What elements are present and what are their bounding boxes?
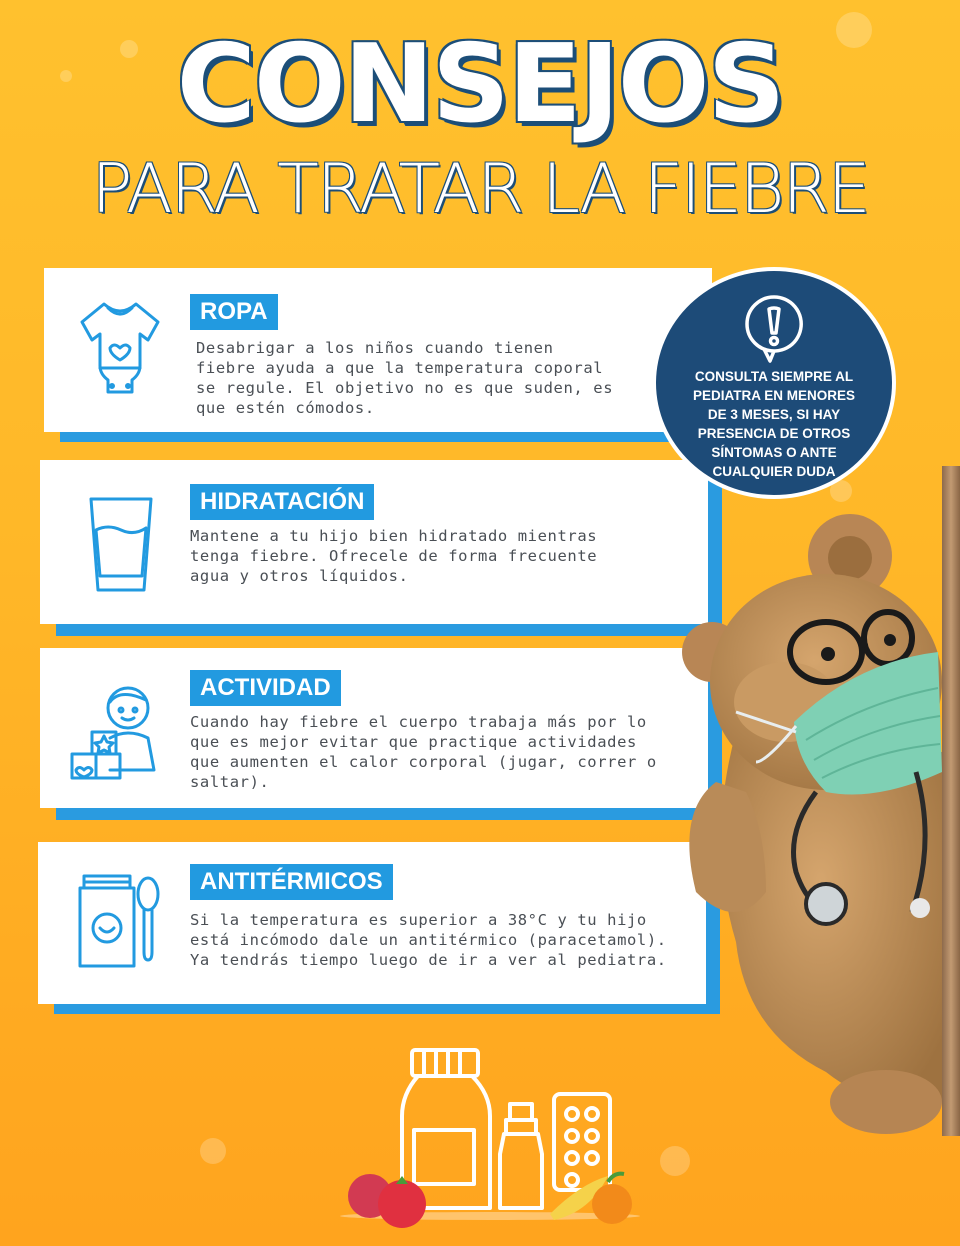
child-playing-blocks-icon xyxy=(70,680,164,788)
card-antitermicos xyxy=(38,842,706,1004)
onesie-icon xyxy=(78,300,162,402)
card-label: ACTIVIDAD xyxy=(190,670,341,706)
pediatrician-alert xyxy=(652,267,896,499)
exclamation-bubble-icon xyxy=(742,293,806,369)
card-label: ROPA xyxy=(190,294,278,330)
alert-text: CONSULTA SIEMPRE AL PEDIATRA EN MENORES DE 3 MESES, SI HAY PRESENCIA DE OTROS SÍNTOMAS O ANTE CUALQUIER DUDA xyxy=(692,369,855,479)
medicine-bottle-spoon-icon xyxy=(78,874,162,974)
decor-bubble xyxy=(660,1146,690,1176)
medicine-and-fruit-illustration xyxy=(340,1044,640,1234)
card-text: Mantene a tu hijo bien hidratado mientras tenga fiebre. Ofrecele de forma frecuente agua y otros líquidos. xyxy=(190,527,598,585)
page-title: CONSEJOS xyxy=(176,22,784,147)
card-text: Desabrigar a los niños cuando tienen fiebre ayuda a que la temperatura coporal se regule. El objetivo no es que suden, es que estén cómodos. xyxy=(196,339,614,417)
card-actividad xyxy=(40,648,708,808)
water-glass-icon xyxy=(88,496,154,598)
card-text: Si la temperatura es superior a 38°C y tu hijo está incómodo dale un antitérmico (paracetamol). Ya tendrás tiempo luego de ir a ver al pediatra. xyxy=(190,911,667,969)
card-text: Cuando hay fiebre el cuerpo trabaja más por lo que es mejor evitar que practique actividades que aumenten el calor corporal (jugar, correr o saltar). xyxy=(190,713,657,791)
card-hidratacion xyxy=(40,460,708,624)
card-ropa xyxy=(44,268,712,432)
decor-bubble xyxy=(200,1138,226,1164)
wood-board xyxy=(942,466,960,1136)
page-subtitle: PARA TRATAR LA FIEBRE xyxy=(91,150,869,229)
card-label: ANTITÉRMICOS xyxy=(190,864,393,900)
card-label: HIDRATACIÓN xyxy=(190,484,374,520)
teddy-bear-doctor-image xyxy=(676,512,944,1138)
